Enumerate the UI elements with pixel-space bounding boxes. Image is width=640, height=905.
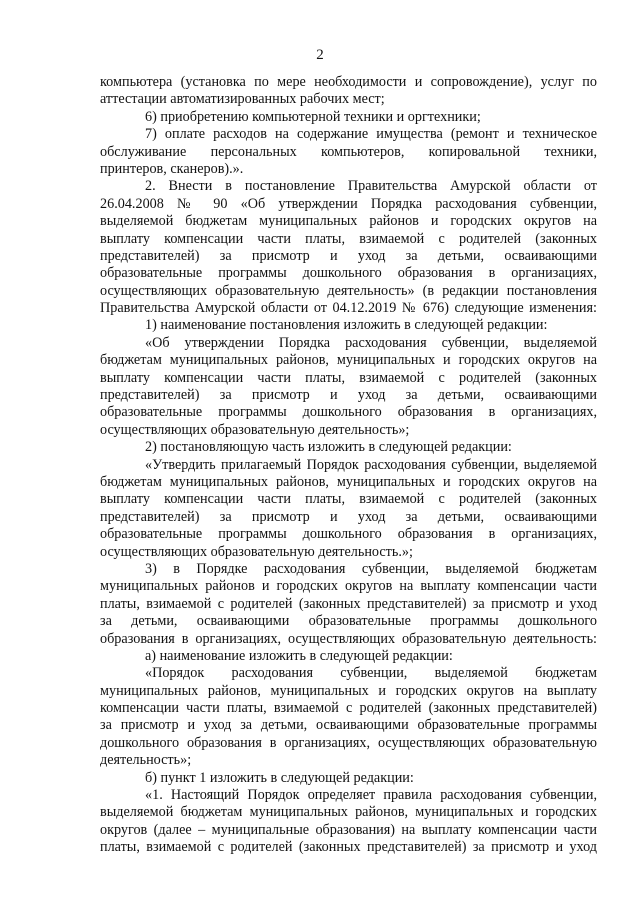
text-line: платы, взимаемой с родителей (законных представителей) за присмотр и уход: [100, 839, 597, 856]
text-line: округов (далее – муниципальные образования) на выплату компенсации части: [100, 821, 597, 838]
text-line: компенсации части платы, взимаемой с родителей (законных представителей): [100, 700, 597, 717]
text-line: «Об утверждении Порядка расходования субвенции, выделяемой: [145, 334, 597, 351]
text-line: осуществляющих образовательную деятельность»;: [100, 421, 410, 438]
text-line: «Порядок расходования субвенции, выделяемой бюджетам: [145, 665, 597, 682]
text-line: 1) наименование постановления изложить в следующей редакции:: [145, 317, 548, 334]
text-line: представителей) за присмотр и уход за детьми, осваивающими: [100, 247, 597, 264]
text-line: 3) в Порядке расходования субвенции, выделяемой бюджетам: [145, 560, 597, 577]
text-line: 2) постановляющую часть изложить в следующей редакции:: [145, 439, 512, 456]
text-line: муниципальных районов и городских округов на выплату компенсации части: [100, 578, 597, 595]
text-line: образовательные программы дошкольного образования в организациях,: [100, 265, 597, 282]
text-line: бюджетам муниципальных районов, муниципальных и городских округов на: [100, 352, 597, 369]
text-line: а) наименование изложить в следующей редакции:: [145, 647, 453, 664]
text-line: аттестации автоматизированных рабочих мест;: [100, 91, 385, 108]
text-line: выплату компенсации части платы, взимаемой с родителей (законных: [100, 369, 597, 386]
text-line: 7) оплате расходов на содержание имущества (ремонт и техническое: [145, 126, 597, 143]
text-line: муниципальных районов, муниципальных и городских округов на выплату: [100, 682, 597, 699]
text-line: «1. Настоящий Порядок определяет правила расходования субвенции,: [145, 787, 597, 804]
text-line: образовательные программы дошкольного образования в организациях,: [100, 404, 597, 421]
text-line: 2. Внести в постановление Правительства Амурской области от: [145, 178, 597, 195]
text-line: обслуживание персональных компьютеров, копировальной техники,: [100, 143, 597, 160]
text-line: выделяемой бюджетам муниципальных районов и городских округов на: [100, 213, 597, 230]
text-line: б) пункт 1 изложить в следующей редакции:: [145, 769, 414, 786]
text-line: представителей) за присмотр и уход за детьми, осваивающими: [100, 387, 597, 404]
text-line: за детьми, осваивающими образовательные программы дошкольного: [100, 613, 597, 630]
text-line: деятельность»;: [100, 752, 192, 769]
page-number: 2: [316, 47, 324, 63]
text-line: 26.04.2008 № 90 «Об утверждении Порядка расходования субвенции,: [100, 195, 597, 212]
text-line: «Утвердить прилагаемый Порядок расходования субвенции, выделяемой: [145, 456, 597, 473]
text-line: выделяемой бюджетам муниципальных районов, муниципальных и городских: [100, 804, 597, 821]
text-line: осуществляющих образовательную деятельность.»;: [100, 543, 413, 560]
text-line: дошкольного образования в организациях, осуществляющих образовательную: [100, 734, 597, 751]
text-line: Правительства Амурской области от 04.12.2019 № 676) следующие изменения:: [100, 300, 597, 317]
text-line: образовательные программы дошкольного образования в организациях,: [100, 526, 597, 543]
text-line: представителей) за присмотр и уход за детьми, осваивающими: [100, 508, 597, 525]
text-line: образования в организациях, осуществляющих образовательную деятельность:: [100, 630, 597, 647]
text-line: 6) приобретению компьютерной техники и оргтехники;: [145, 108, 481, 125]
text-line: выплату компенсации части платы, взимаемой с родителей (законных: [100, 230, 597, 247]
text-line: осуществляющих образовательную деятельность» (в редакции постановления: [100, 282, 597, 299]
text-line: принтеров, сканеров).».: [100, 160, 244, 177]
text-line: выплату компенсации части платы, взимаемой с родителей (законных: [100, 491, 597, 508]
text-line: компьютера (установка по мере необходимости и сопровождение), услуг по: [100, 74, 597, 90]
document-body: [100, 74, 597, 857]
text-line: платы, взимаемой с родителей (законных представителей) за присмотр и уход: [100, 595, 597, 612]
text-line: бюджетам муниципальных районов, муниципальных и городских округов на: [100, 473, 597, 490]
text-line: за присмотр и уход за детьми, осваивающими образовательные программы: [100, 717, 597, 734]
